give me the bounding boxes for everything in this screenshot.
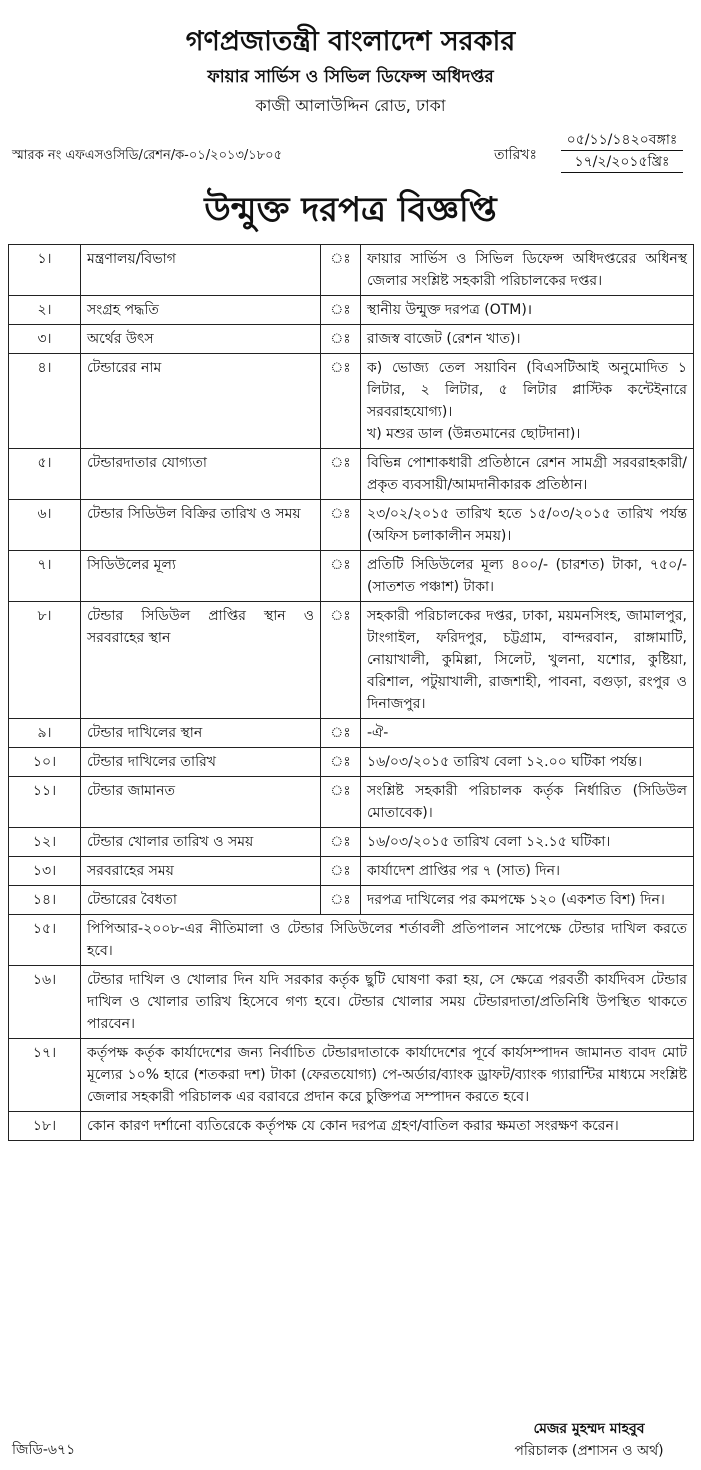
date-english: ১৭/২/২০১৫খ্রিঃ xyxy=(561,151,683,173)
table-row xyxy=(9,828,694,857)
note-number: ১৬। xyxy=(9,966,81,1039)
row-separator: ঃ xyxy=(321,602,361,719)
row-label: মন্ত্রণালয়/বিভাগ xyxy=(81,245,321,296)
note-row xyxy=(9,966,694,1039)
row-separator: ঃ xyxy=(321,354,361,449)
row-separator: ঃ xyxy=(321,296,361,325)
note-number: ১৮। xyxy=(9,1112,81,1141)
table-row xyxy=(9,500,694,551)
row-separator: ঃ xyxy=(321,449,361,500)
note-row xyxy=(9,1112,694,1141)
note-row xyxy=(9,1039,694,1112)
row-number: ১৪। xyxy=(9,886,81,915)
row-value: সংশ্লিষ্ট সহকারী পরিচালক কর্তৃক নির্ধারিত (সিডিউল মোতাবেক)। xyxy=(361,777,694,828)
table-row xyxy=(9,325,694,354)
row-number: ৭। xyxy=(9,551,81,602)
row-number: ৯। xyxy=(9,719,81,748)
row-separator: ঃ xyxy=(321,551,361,602)
row-value: প্রতিটি সিডিউলের মূল্য ৪০০/- (চারশত) টাকা, ৭৫০/-(সাতশত পঞ্চাশ) টাকা। xyxy=(361,551,694,602)
department-name: ফায়ার সার্ভিস ও সিভিল ডিফেন্স অধিদপ্তর xyxy=(207,67,494,87)
row-separator: ঃ xyxy=(321,245,361,296)
row-label: টেন্ডার সিডিউল বিক্রির তারিখ ও সময় xyxy=(81,500,321,551)
row-label: টেন্ডার দাখিলের তারিখ xyxy=(81,748,321,777)
row-value: দরপত্র দাখিলের পর কমপক্ষে ১২০ (একশত বিশ) দিন। xyxy=(361,886,694,915)
row-value-part-a: ক) ভোজ্য তেল সয়াবিন (বিএসটিআই অনুমোদিত ১ লিটার, ২ লিটার, ৫ লিটার প্লাস্টিক কন্টেইনারে সরবরাহযোগ্য)। xyxy=(367,360,687,420)
table-row xyxy=(9,602,694,719)
row-label: টেন্ডার খোলার তারিখ ও সময় xyxy=(81,828,321,857)
row-value: ফায়ার সার্ভিস ও সিভিল ডিফেন্স অধিদপ্তরের অধিনস্থ জেলার সংশ্লিষ্ট সহকারী পরিচালকের দপ্তর। xyxy=(361,245,694,296)
row-value: সহকারী পরিচালকের দপ্তর, ঢাকা, ময়মনসিংহ, জামালপুর, টাংগাইল, ফরিদপুর, চট্টগ্রাম, বান্দরবান, রাঙ্গামাটি, নোয়াখালী, কুমিল্লা, সিলেট, খুলনা, যশোর, কুষ্টিয়া, বরিশাল, পটুয়াখালী, রাজশাহী, পাবনা, বগুড়া, রংপুর ও দিনাজপুর। xyxy=(361,602,694,719)
notice-title: উন্মুক্ত দরপত্র বিজ্ঞপ্তি xyxy=(204,190,497,230)
date-block xyxy=(561,131,683,173)
row-value: রাজস্ব বাজেট (রেশন খাত)। xyxy=(361,325,694,354)
row-separator: ঃ xyxy=(321,777,361,828)
government-title: গণপ্রজাতন্ত্রী বাংলাদেশ সরকার xyxy=(185,26,516,57)
row-label: সিডিউলের মূল্য xyxy=(81,551,321,602)
row-value: -ঐ- xyxy=(361,719,694,748)
note-text: কর্তৃপক্ষ কর্তৃক কার্যাদেশের জন্য নির্বাচিত টেন্ডারদাতাকে কার্যাদেশের পূর্বে কার্যসম্পাদন জামানত বাবদ মোট মূল্যের ১০% হারে (শতকরা দশ) টাকা (ফেরতযোগ্য) পে-অর্ডার/ব্যাংক ড্রাফট/ব্যাংক গ্যারান্টির মাধ্যমে সংশ্লিষ্ট জেলার সহকারী পরিচালক এর বরাবরে প্রদান করে চুক্তিপত্র সম্পাদন করতে হবে। xyxy=(81,1039,694,1112)
signatory-designation: পরিচালক (প্রশাসন ও অর্থ) xyxy=(514,1443,664,1459)
row-separator: ঃ xyxy=(321,500,361,551)
table-row xyxy=(9,886,694,915)
row-value xyxy=(361,354,694,449)
note-text: কোন কারণ দর্শানো ব্যতিরেকে কর্তৃপক্ষ যে কোন দরপত্র গ্রহণ/বাতিল করার ক্ষমতা সংরক্ষণ করেন। xyxy=(81,1112,694,1141)
row-label: সরবরাহের সময় xyxy=(81,857,321,886)
row-label: টেন্ডারের বৈধতা xyxy=(81,886,321,915)
row-separator: ঃ xyxy=(321,719,361,748)
table-row xyxy=(9,449,694,500)
note-number: ১৭। xyxy=(9,1039,81,1112)
row-number: ৬। xyxy=(9,500,81,551)
row-value: ২৩/০২/২০১৫ তারিখ হতে ১৫/০৩/২০১৫ তারিখ পর্যন্ত (অফিস চলাকালীন সময়)। xyxy=(361,500,694,551)
table-row xyxy=(9,354,694,449)
note-row xyxy=(9,915,694,966)
table-row xyxy=(9,857,694,886)
department-address: কাজী আলাউদ্দিন রোড, ঢাকা xyxy=(255,96,446,115)
row-label: অর্থের উৎস xyxy=(81,325,321,354)
row-separator: ঃ xyxy=(321,857,361,886)
table-row xyxy=(9,719,694,748)
table-row xyxy=(9,245,694,296)
row-separator: ঃ xyxy=(321,325,361,354)
row-number: ১। xyxy=(9,245,81,296)
row-number: ১৩। xyxy=(9,857,81,886)
row-value-part-b: খ) মশুর ডাল (উন্নতমানের ছোটদানা)। xyxy=(367,426,581,442)
row-value: ১৬/০৩/২০১৫ তারিখ বেলা ১২.০০ ঘটিকা পর্যন্ত। xyxy=(361,748,694,777)
note-text: টেন্ডার দাখিল ও খোলার দিন যদি সরকার কর্তৃক ছুটি ঘোষণা করা হয়, সে ক্ষেত্রে পরবর্তী কার্যদিবস টেন্ডার দাখিল ও খোলার তারিখ হিসেবে গণ্য হবে। টেন্ডার খোলার সময় টেন্ডারদাতা/প্রতিনিধি উপস্থিত থাকতে পারবেন। xyxy=(81,966,694,1039)
row-value: কার্যাদেশ প্রাপ্তির পর ৭ (সাত) দিন। xyxy=(361,857,694,886)
row-label: টেন্ডার সিডিউল প্রাপ্তির স্থান ও সরবরাহের স্থান xyxy=(81,602,321,719)
row-separator: ঃ xyxy=(321,886,361,915)
row-separator: ঃ xyxy=(321,748,361,777)
row-number: ৩। xyxy=(9,325,81,354)
row-label: টেন্ডার দাখিলের স্থান xyxy=(81,719,321,748)
row-number: ৪। xyxy=(9,354,81,449)
signatory-name: মেজর মুহম্মদ মাহবুব xyxy=(533,1421,645,1437)
signature-block xyxy=(484,1418,694,1462)
row-number: ৫। xyxy=(9,449,81,500)
row-separator: ঃ xyxy=(321,828,361,857)
row-label: টেন্ডারদাতার যোগ্যতা xyxy=(81,449,321,500)
row-number: ১০। xyxy=(9,748,81,777)
row-number: ৮। xyxy=(9,602,81,719)
gd-code: জিডি-৬৭১ xyxy=(12,1442,76,1458)
tender-details-table xyxy=(8,244,694,1141)
date-label: তারিখঃ xyxy=(494,147,537,163)
row-label: টেন্ডার জামানত xyxy=(81,777,321,828)
row-value: স্থানীয় উন্মুক্ত দরপত্র (OTM)। xyxy=(361,296,694,325)
row-value: বিভিন্ন পোশাকধারী প্রতিষ্ঠানে রেশন সামগ্রী সরবরাহকারী/প্রকৃত ব্যবসায়ী/আমদানীকারক প্রতিষ্ঠান। xyxy=(361,449,694,500)
row-label: টেন্ডারের নাম xyxy=(81,354,321,449)
note-number: ১৫। xyxy=(9,915,81,966)
row-number: ১১। xyxy=(9,777,81,828)
note-text: পিপিআর-২০০৮-এর নীতিমালা ও টেন্ডার সিডিউলের শর্তাবলী প্রতিপালন সাপেক্ষে টেন্ডার দাখিল করতে হবে। xyxy=(81,915,694,966)
row-value: ১৬/০৩/২০১৫ তারিখ বেলা ১২.১৫ ঘটিকা। xyxy=(361,828,694,857)
table-row xyxy=(9,777,694,828)
memo-number: স্মারক নং এফএসওসিডি/রেশন/ক-০১/২০১৩/১৮০৫ xyxy=(12,148,283,163)
row-label: সংগ্রহ পদ্ধতি xyxy=(81,296,321,325)
table-row xyxy=(9,748,694,777)
row-number: ২। xyxy=(9,296,81,325)
row-number: ১২। xyxy=(9,828,81,857)
date-bangla: ০৫/১১/১৪২০বঙ্গাঃ xyxy=(561,131,683,151)
table-row xyxy=(9,551,694,602)
table-row xyxy=(9,296,694,325)
